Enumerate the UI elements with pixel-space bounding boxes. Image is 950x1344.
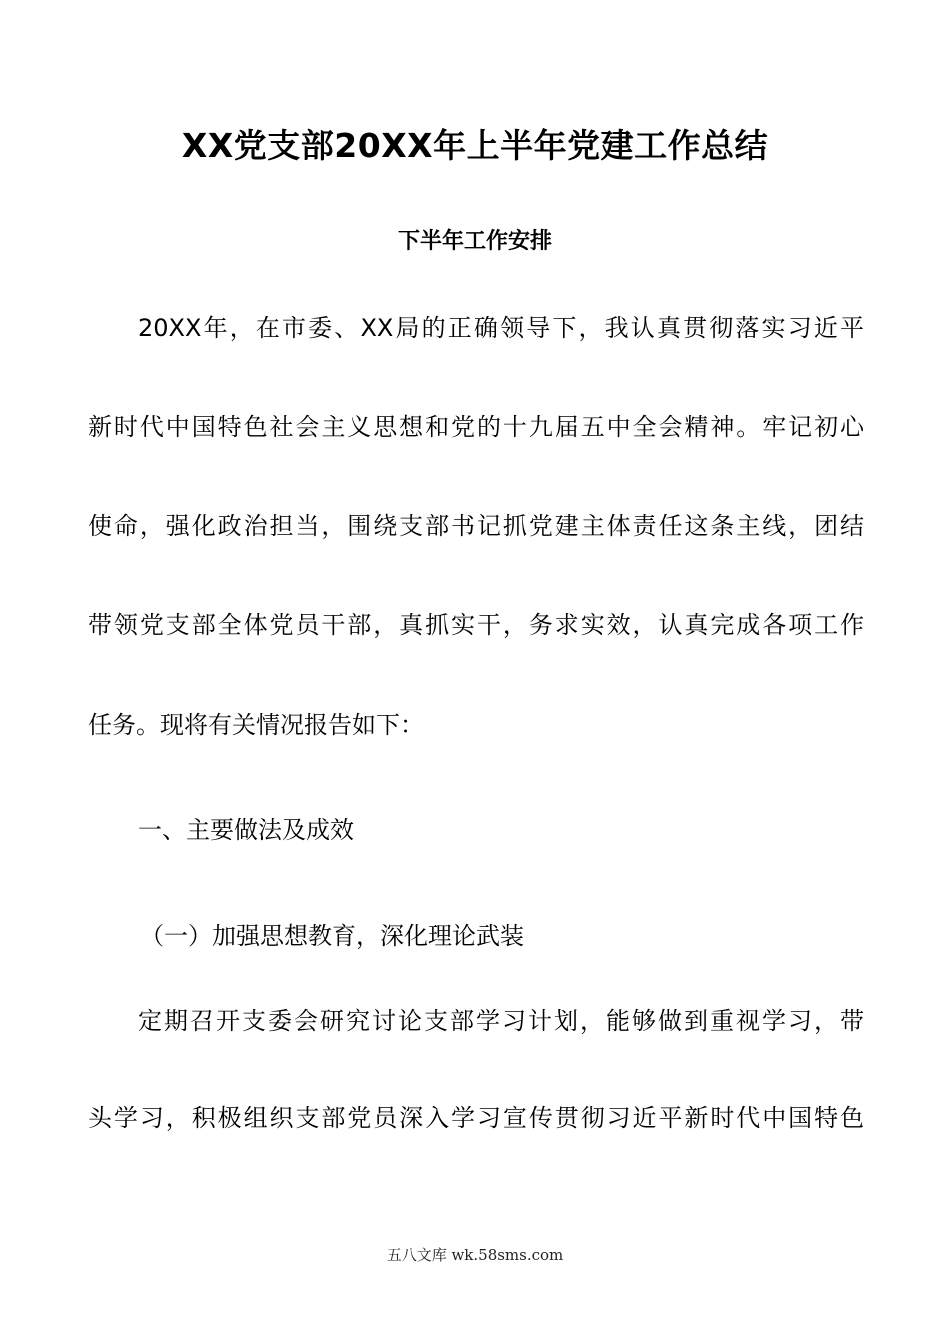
paragraph-1-line-5: 任务。现将有关情况报告如下：	[88, 711, 424, 739]
paragraph-1-line-1: 20XX年，在市委、XX局的正确领导下，我认真贯彻落实习近平	[138, 314, 864, 342]
paragraph-2-line-2: 头学习，积极组织支部党员深入学习宣传贯彻习近平新时代中国特色	[88, 1104, 864, 1132]
paragraph-2-line-1: 定期召开支委会研究讨论支部学习计划，能够做到重视学习，带	[138, 1007, 864, 1035]
paragraph-1-line-3: 使命，强化政治担当，围绕支部书记抓党建主体责任这条主线，团结	[88, 512, 864, 540]
footer-watermark: 五八文库 wk.58sms.com	[386, 1246, 564, 1264]
document-title: XX党支部20XX年上半年党建工作总结	[181, 126, 769, 165]
document-subtitle: 下半年工作安排	[397, 229, 552, 254]
paragraph-1-line-2: 新时代中国特色社会主义思想和党的十九届五中全会精神。牢记初心	[88, 413, 864, 441]
paragraph-1-line-4: 带领党支部全体党员干部，真抓实干，务求实效，认真完成各项工作	[88, 611, 864, 639]
section-1-heading: 一、主要做法及成效	[138, 816, 354, 844]
subsection-1-heading: （一）加强思想教育，深化理论武装	[140, 922, 524, 950]
